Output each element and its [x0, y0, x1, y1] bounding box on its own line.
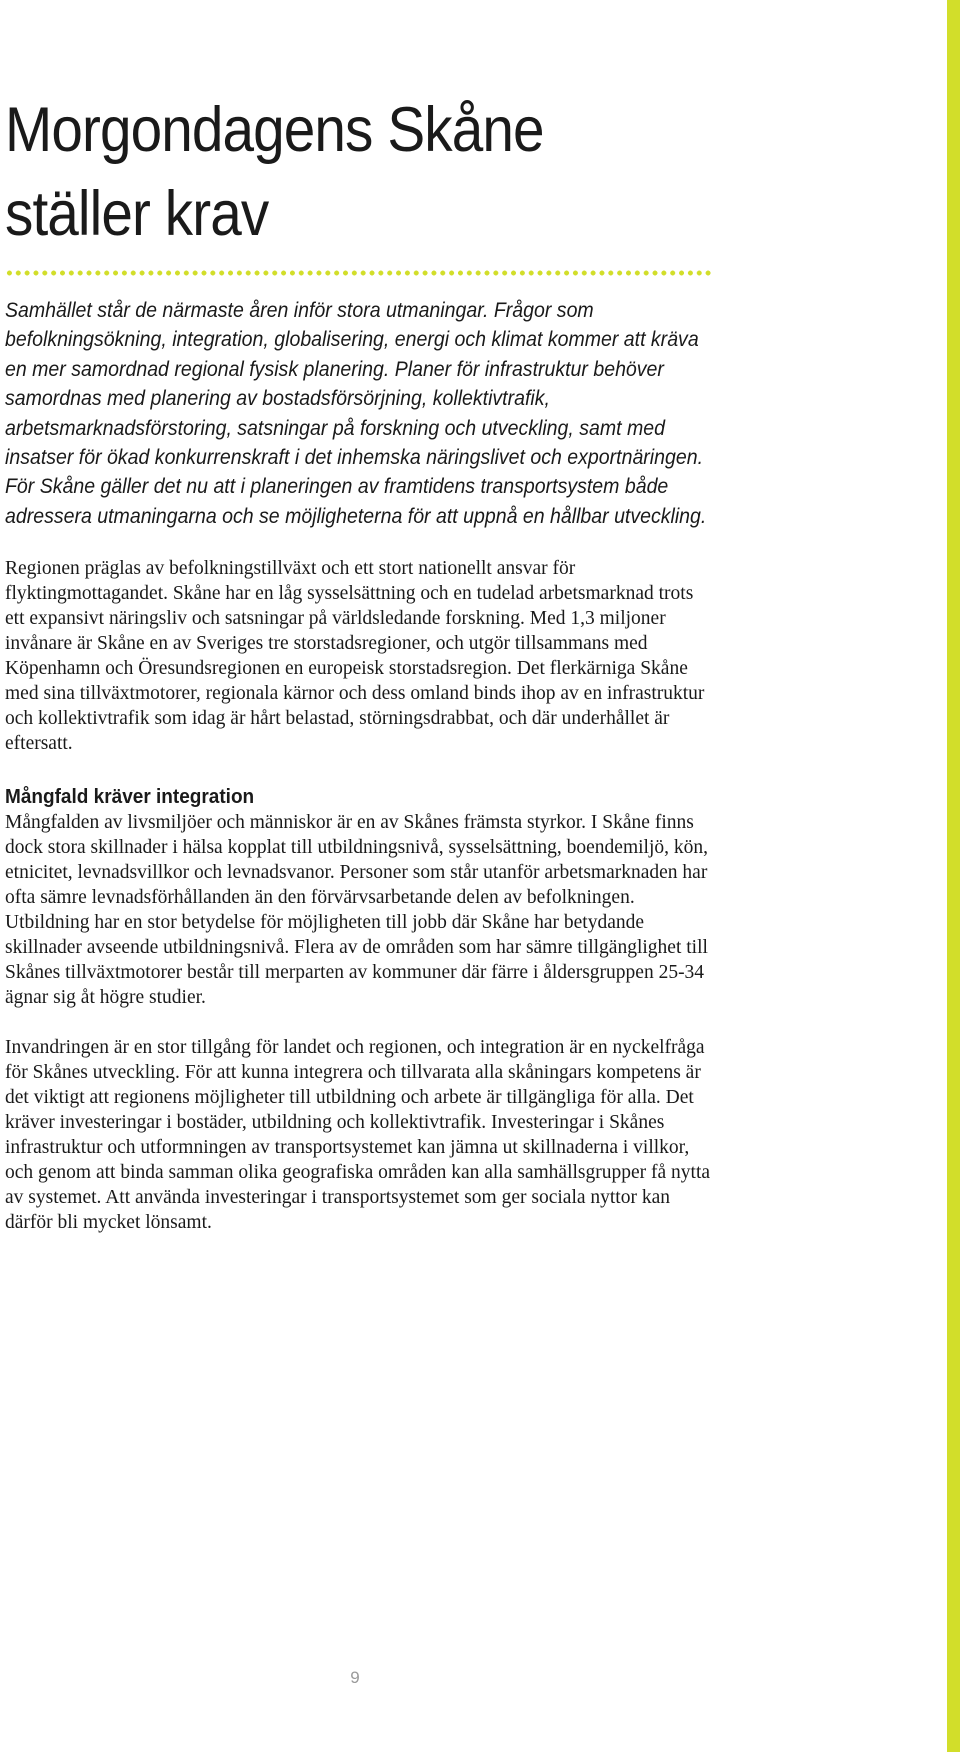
accent-side-bar	[947, 0, 960, 1752]
body-paragraph-3: Invandringen är en stor tillgång för landet och regionen, och integration är en nyckelfråga för Skånes utveckling. För att kunna integrera och tillvarata alla skåningars kompetens är det viktigt att regionens möjligheter till utbildning och arbete är tillgängliga för alla. Det kräver investeringar i bostäder, utbildning och kollektivtrafik. Investeringar i Skånes infrastruktur och utformningen av transportsystemet kan jämna ut skillnaderna i villkor, och genom att binda samman olika geografiska områden kan alla samhällsgrupper få nytta av systemet. Att använda investeringar i transportsystemet som ger sociala nyttor kan därför bli mycket lönsamt.	[5, 1037, 711, 1234]
article	[5, 88, 713, 1235]
page-number: 9	[350, 1668, 360, 1687]
page-title	[5, 88, 642, 256]
body-paragraph-1: Regionen präglas av befolkningstillväxt och ett stort nationellt ansvar för flyktingmottagandet. Skåne har en låg sysselsättning och en tudelad arbetsmarknad trots ett expansivt näringsliv och satsningar på världsledande forskning. Med 1,3 miljoner invånare är Skåne en av Sveriges tre storstadsregioner, och utgör tillsammans med Köpenhamn och Öresundsregionen en europeisk storstadsregion. Det flerkärniga Skåne med sina tillväxtmotorer, regionala kärnor och dess omland binds ihop av en infrastruktur och kollektivtrafik som idag är hårt belastad, störningsdrabbat, och där underhållet är eftersatt.	[5, 558, 705, 755]
dotted-divider	[5, 270, 713, 276]
title-line-1: Morgondagens Skåne	[5, 95, 544, 165]
section-heading: Mångfald kräver integration	[5, 786, 255, 809]
lead-paragraph: Samhället står de närmaste åren inför stora utmaningar. Frågor som befolkningsökning, integration, globalisering, energi och klimat kommer att kräva en mer samordnad regional fysisk planering. Planer för infrastruktur behöver samordnas med planering av bostadsförsörjning, kollektivtrafik, arbetsmarknadsförstoring, satsningar på forskning och utveckling, samt med insatser för ökad konkurrenskraft i det inhemska näringslivet och exportnäringen. För Skåne gäller det nu att i planeringen av framtidens transportsystem både adressera utmaningarna och se möjligheterna för att uppnå en hållbar utveckling.	[5, 299, 707, 528]
body-paragraph-2: Mångfalden av livsmiljöer och människor är en av Skånes främsta styrkor. I Skåne finns dock stora skillnader i hälsa kopplat till utbildningsnivå, sysselsättning, boendemiljö, kön, etnicitet, levnadsvillkor och levnadsvanor. Personer som står utanför arbetsmarknaden har ofta sämre levnadsförhållanden än den förvärvsarbetande delen av befolkningen. Utbildning har en stor betydelse för möjligheten till jobb där Skåne har betydande skillnader avseende utbildningsnivå. Flera av de områden som har sämre tillgänglighet till Skånes tillväxtmotorer består till merparten av kommuner där färre i åldersgruppen 25-34 ägnar sig åt högre studier.	[5, 812, 708, 1009]
title-line-2: ställer krav	[5, 179, 269, 249]
